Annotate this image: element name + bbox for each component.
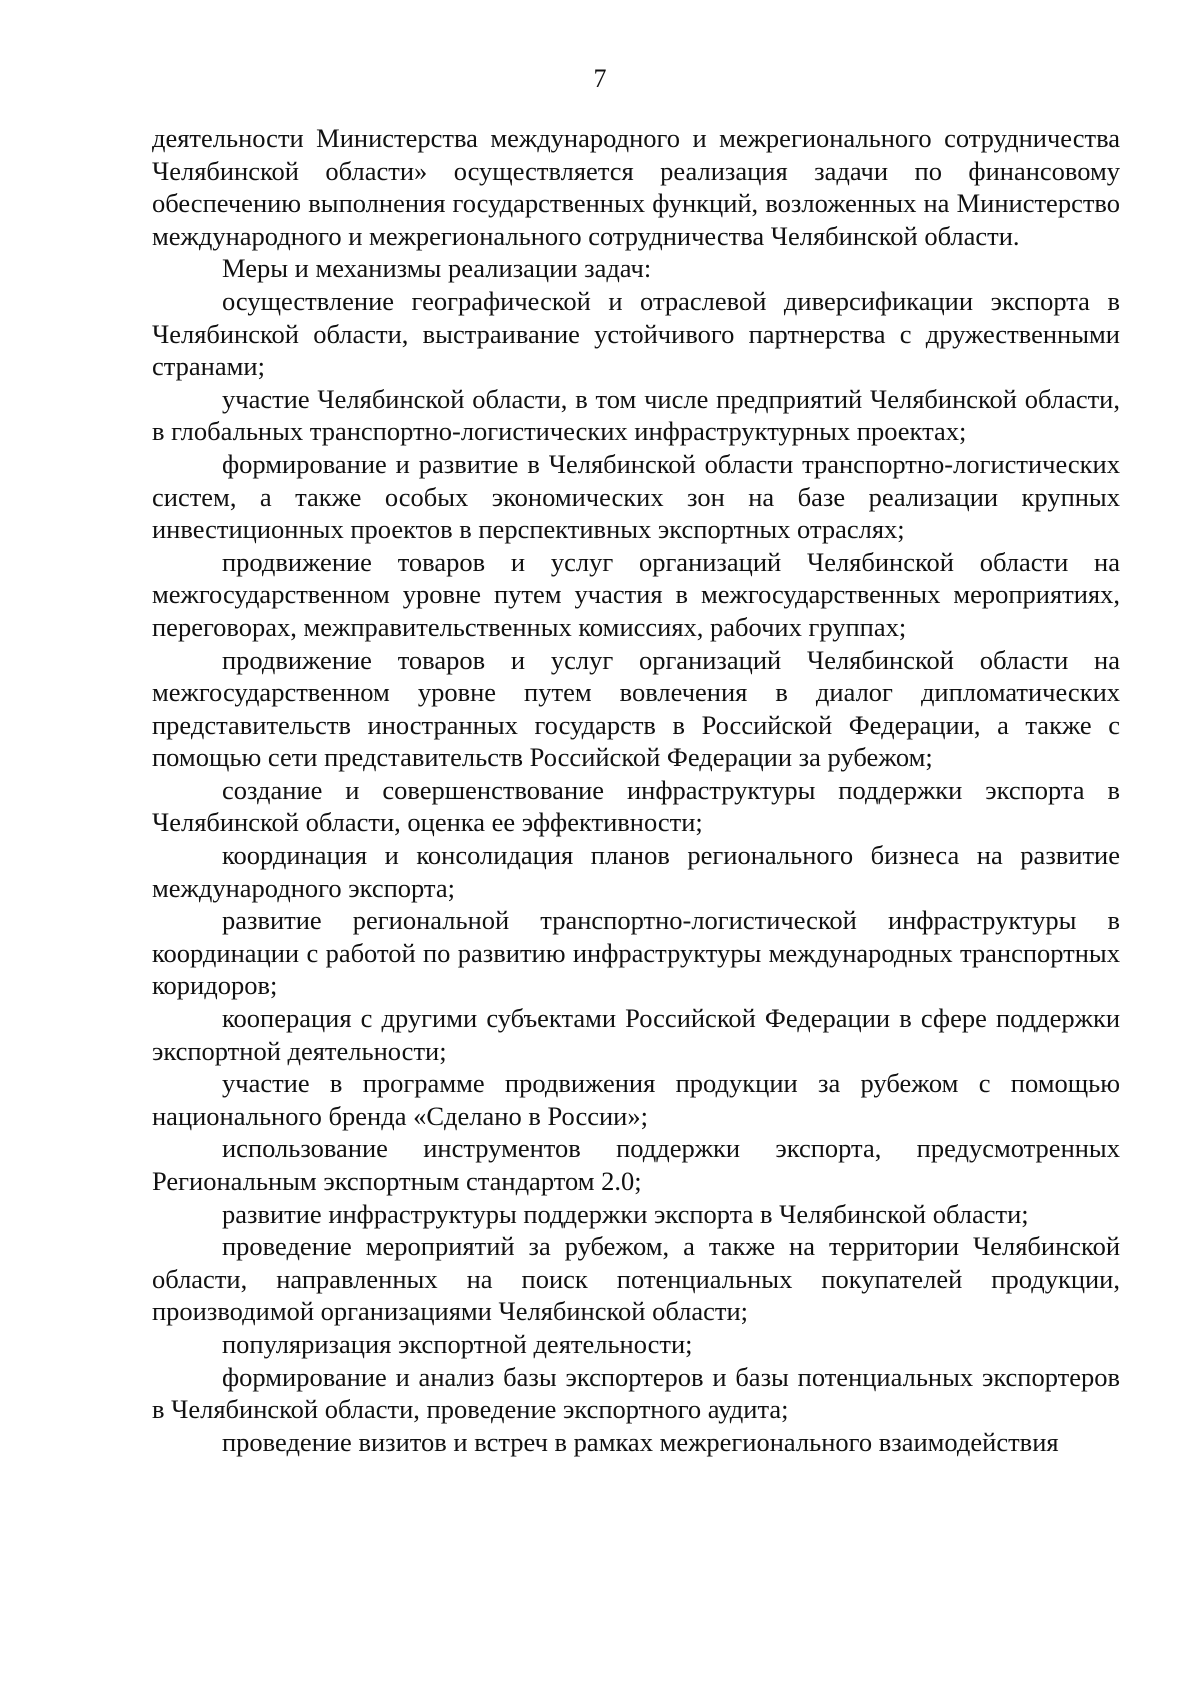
paragraph-item: участие Челябинской области, в том числе предприятий Челябинской области, в глобальных транспортно-логистических инфраструктурных проектах; [152, 383, 1120, 447]
paragraph-item: проведение визитов и встреч в рамках межрегионального взаимодействия [222, 1426, 1059, 1457]
paragraph-item: создание и совершенствование инфраструктуры поддержки экспорта в Челябинской области, оценка ее эффективности; [152, 774, 1120, 838]
paragraph-continuation: деятельности Министерства международного и межрегионального сотрудничества Челябинской области» осуществляется реализация задачи по финансовому обеспечению выполнения государственных функций, возложенных на Министерство международного и межрегионального сотрудничества Челябинской области. [152, 123, 1120, 251]
paragraph-item: осуществление географической и отраслевой диверсификации экспорта в Челябинской области, выстраивание устойчивого партнерства с дружественными странами; [152, 285, 1120, 382]
paragraph-item: использование инструментов поддержки экспорта, предусмотренных Региональным экспортным стандартом 2.0; [152, 1133, 1120, 1196]
paragraph-item: формирование и развитие в Челябинской области транспортно-логистических систем, а также особых экономических зон на базе реализации крупных инвестиционных проектов в перспективных экспортных отраслях; [152, 448, 1120, 545]
paragraph-measures-heading: Меры и механизмы реализации задач: [222, 253, 652, 284]
paragraph-item: популяризация экспортной деятельности; [222, 1328, 693, 1359]
paragraph-item: проведение мероприятий за рубежом, а также на территории Челябинской области, направленных на поиск потенциальных покупателей продукции, производимой организациями Челябинской области; [152, 1231, 1120, 1327]
paragraph-item: кооперация с другими субъектами Российской Федерации в сфере поддержки экспортной деятельности; [152, 1003, 1120, 1066]
paragraph-item: развитие региональной транспортно-логистической инфраструктуры в координации с работой по развитию инфраструктуры международных транспортных коридоров; [152, 905, 1120, 1001]
paragraph-item: формирование и анализ базы экспортеров и базы потенциальных экспортеров в Челябинской области, проведение экспортного аудита; [152, 1361, 1120, 1425]
paragraph-item: участие в программе продвижения продукции за рубежом с помощью национального бренда «Сделано в России»; [152, 1068, 1120, 1131]
page-number: 7 [593, 64, 607, 93]
paragraph-item: координация и консолидация планов регионального бизнеса на развитие международного экспорта; [152, 840, 1120, 903]
paragraph-item: развитие инфраструктуры поддержки экспорта в Челябинской области; [222, 1198, 1029, 1229]
document-body [152, 122, 1120, 1458]
paragraph-item: продвижение товаров и услуг организаций Челябинской области на межгосударственном уровне путем вовлечения в диалог дипломатических представительств иностранных государств в Российской Федерации, а также с помощью сети представительств Российской Федерации за рубежом; [152, 644, 1120, 773]
paragraph-item: продвижение товаров и услуг организаций Челябинской области на межгосударственном уровне путем участия в межгосударственных мероприятиях, переговорах, межправительственных комиссиях, рабочих группах; [152, 546, 1120, 642]
